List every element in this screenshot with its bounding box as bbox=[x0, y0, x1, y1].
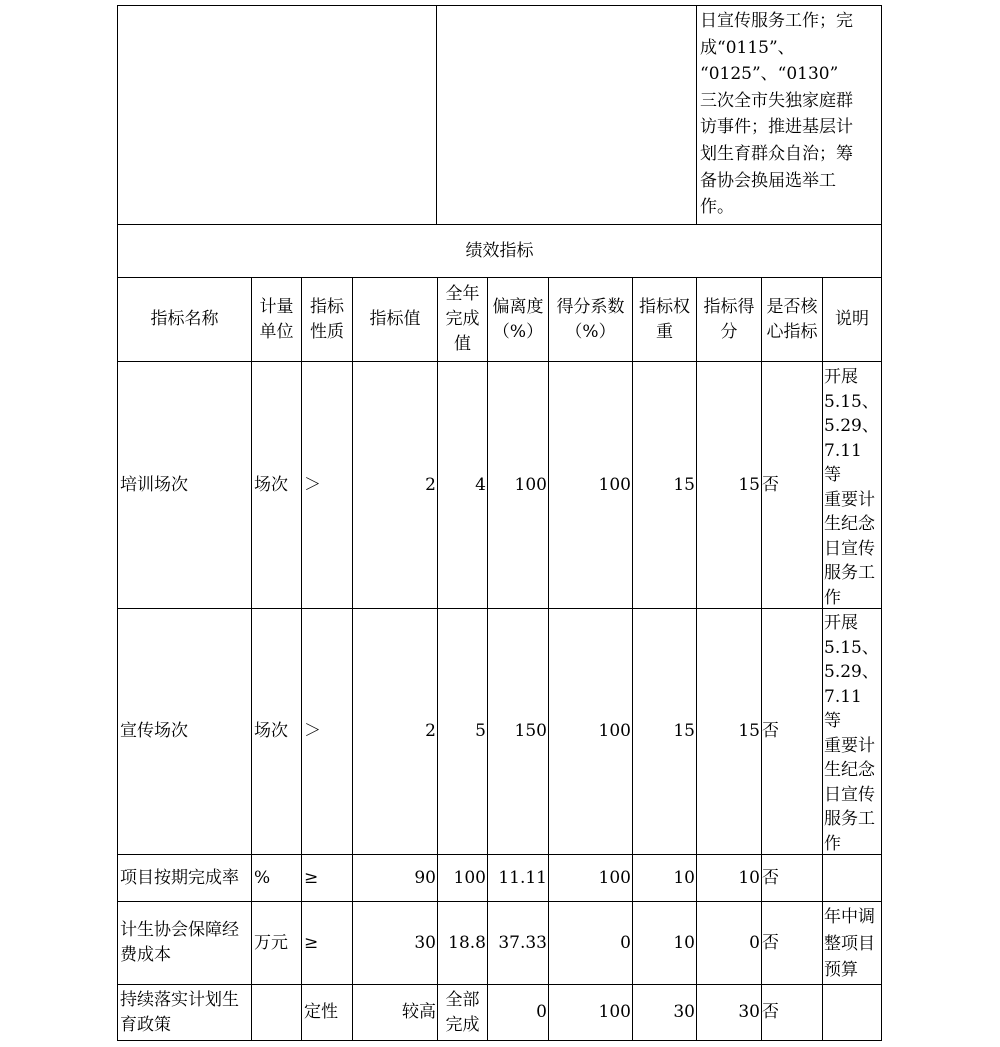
col-divider bbox=[436, 5, 437, 225]
deviation: 0 bbox=[536, 1002, 547, 1022]
deviation: 11.11 bbox=[498, 867, 547, 888]
work-description: 日宣传服务工作；完 成“0115”、 “0125”、“0130” 三次全市失独家庭群 访事件；推进基层计 划生育群众自治；筹 备协会换届选举工 作。 bbox=[700, 11, 853, 218]
weight: 10 bbox=[673, 932, 695, 953]
deviation: 37.33 bbox=[498, 932, 547, 953]
header-deviation: 偏离度 （%） bbox=[492, 296, 544, 342]
indicator-name: 培训场次 bbox=[120, 474, 188, 495]
actual-value: 4 bbox=[475, 474, 486, 495]
header-target-value: 指标值 bbox=[369, 309, 421, 329]
nature: ≥ bbox=[304, 932, 319, 953]
deviation: 150 bbox=[514, 721, 547, 741]
col-divider bbox=[696, 5, 697, 225]
header-indicator-name: 指标名称 bbox=[150, 309, 219, 329]
unit bbox=[252, 985, 301, 1040]
note: 开展 5.15、 5.29、 7.11 等 重要计 生纪念 日宣传 服务工 作 bbox=[824, 613, 879, 854]
header-score: 指标得 分 bbox=[703, 296, 755, 342]
score-coefficient: 100 bbox=[598, 1002, 631, 1022]
header-score-coefficient: 得分系数 （%） bbox=[556, 296, 625, 342]
header-unit: 计量 单位 bbox=[259, 296, 294, 342]
nature: ≥ bbox=[304, 867, 319, 888]
border-right bbox=[881, 5, 882, 1041]
nature: ＞ bbox=[304, 721, 321, 741]
performance-table bbox=[117, 5, 882, 1041]
indicator-name: 计生协会保障经费成本 bbox=[120, 920, 239, 965]
target-value: 30 bbox=[414, 932, 436, 953]
header-weight: 指标权 重 bbox=[639, 296, 690, 342]
border-top bbox=[117, 5, 882, 6]
target-value: 较高 bbox=[402, 1002, 436, 1022]
indicator-name: 宣传场次 bbox=[120, 721, 188, 741]
actual-value: 100 bbox=[453, 867, 486, 888]
is-core: 否 bbox=[762, 867, 779, 888]
actual-value: 18.8 bbox=[448, 932, 486, 953]
target-value: 2 bbox=[425, 721, 436, 741]
weight: 30 bbox=[673, 1002, 695, 1022]
nature: ＞ bbox=[304, 474, 321, 495]
unit: 万元 bbox=[254, 932, 288, 953]
score: 0 bbox=[749, 932, 760, 953]
score: 30 bbox=[738, 1002, 760, 1022]
note: 开展 5.15、 5.29、 7.11 等 重要计 生纪念 日宣传 服务工 作 bbox=[824, 367, 879, 608]
is-core: 否 bbox=[762, 932, 779, 953]
deviation: 100 bbox=[514, 474, 547, 495]
col-divider bbox=[822, 277, 823, 1041]
note: 年中调 整项目 预算 bbox=[824, 907, 875, 980]
unit: 场次 bbox=[254, 721, 288, 741]
unit: 场次 bbox=[254, 474, 288, 495]
score: 10 bbox=[738, 867, 760, 888]
header-note: 说明 bbox=[835, 309, 869, 329]
score-coefficient: 100 bbox=[598, 867, 631, 888]
score: 15 bbox=[738, 474, 760, 495]
is-core: 否 bbox=[762, 1002, 779, 1022]
actual-value: 5 bbox=[475, 721, 486, 741]
actual-value: 全部 完成 bbox=[445, 989, 480, 1035]
target-value: 90 bbox=[414, 867, 436, 888]
section-title: 绩效指标 bbox=[465, 240, 534, 261]
unit: % bbox=[254, 867, 271, 888]
score-coefficient: 100 bbox=[598, 474, 631, 495]
weight: 15 bbox=[673, 721, 695, 741]
nature: 定性 bbox=[304, 1002, 338, 1022]
target-value: 2 bbox=[425, 474, 436, 495]
score-coefficient: 0 bbox=[620, 932, 631, 953]
weight: 15 bbox=[673, 474, 695, 495]
indicator-name: 项目按期完成率 bbox=[120, 867, 239, 888]
header-nature: 指标 性质 bbox=[310, 296, 344, 342]
is-core: 否 bbox=[762, 721, 779, 741]
score: 15 bbox=[738, 721, 760, 741]
header-actual-value: 全年 完成 值 bbox=[445, 284, 480, 354]
border-bottom bbox=[117, 1040, 882, 1041]
note bbox=[823, 855, 881, 901]
score-coefficient: 100 bbox=[598, 721, 631, 741]
header-is-core: 是否核 心指标 bbox=[766, 296, 818, 342]
weight: 10 bbox=[673, 867, 695, 888]
is-core: 否 bbox=[762, 474, 779, 495]
note bbox=[823, 985, 881, 1040]
indicator-name: 持续落实计划生育政策 bbox=[120, 989, 239, 1035]
